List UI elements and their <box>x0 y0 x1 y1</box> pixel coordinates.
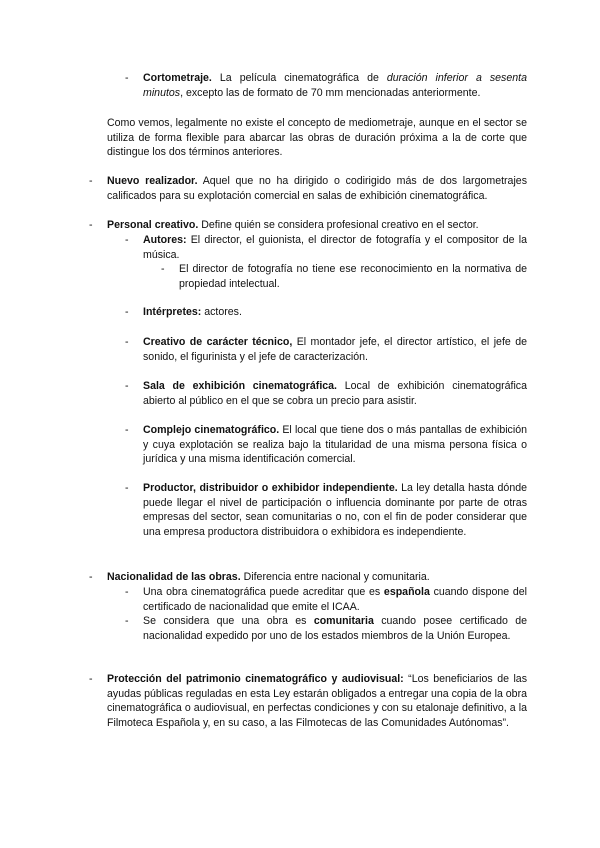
item-personal-creativo: Personal creativo. Define quién se considera profesional creativo en el sector. <box>107 219 479 231</box>
bullet-dash: - <box>125 380 129 392</box>
bullet-dash: - <box>125 586 129 598</box>
bullet-dash: - <box>125 336 129 348</box>
item-nacionalidad: Nacionalidad de las obras. Diferencia entre nacional y comunitaria. <box>107 571 430 583</box>
item-proteccion: Protección del patrimonio cinematográfico y audiovisual: “Los beneficiarios de las ayudas públicas reguladas en esta Ley estarán obligados a entregar una copia de la obra cinematográfica o audiovisual, en perfectas condiciones y con su etalonaje definitivo, a la Filmoteca Española y, en su caso, a las Filmotecas de las Comunidades Autónomas”. <box>107 673 527 729</box>
item-autores: Autores: El director, el guionista, el director de fotografía y el compositor de la música. <box>143 234 527 261</box>
item-espanola: Una obra cinematográfica puede acreditar que es española cuando dispone del certificado de nacionalidad que emite el ICAA. <box>143 586 527 613</box>
bullet-dash: - <box>89 175 93 187</box>
bullet-dash: - <box>125 306 129 318</box>
paragraph-como-vemos: Como vemos, legalmente no existe el concepto de mediometraje, aunque en el sector se utiliza de forma flexible para abarcar las obras de duración próxima a la de corte que distingue los dos términos anteriores. <box>107 117 527 159</box>
item-creativo-tecnico: Creativo de carácter técnico, El montador jefe, el director artístico, el jefe de sonido, el figurinista y el jefe de caracterización. <box>143 336 527 363</box>
bullet-dash: - <box>89 219 93 231</box>
item-sala-exhibicion: Sala de exhibición cinematográfica. Local de exhibición cinematográfica abierto al público en el que se cobra un precio para asistir. <box>143 380 527 407</box>
bullet-dash: - <box>89 673 93 685</box>
item-comunitaria: Se considera que una obra es comunitaria cuando posee certificado de nacionalidad expedido por uno de los estados miembros de la Unión Europea. <box>143 615 527 642</box>
bullet-dash: - <box>125 72 129 84</box>
bullet-dash: - <box>125 234 129 246</box>
item-interpretes: Intérpretes: actores. <box>143 306 242 318</box>
bullet-dash: - <box>125 615 129 627</box>
bullet-dash: - <box>125 424 129 436</box>
item-productor: Productor, distribuidor o exhibidor independiente. La ley detalla hasta dónde puede llegar el nivel de participación o influencia dominante por parte de otras empresas del sector, sean comunitarias o no, con el fin de poder considerar que una empresa productora distribuidora o exhibidora es independiente. <box>143 482 527 538</box>
item-complejo: Complejo cinematográfico. El local que tiene dos o más pantallas de exhibición y cuya explotación se realiza bajo la titularidad de una misma persona física o jurídica y una misma identificación comercial. <box>143 424 527 466</box>
item-nuevo-realizador: Nuevo realizador. Aquel que no ha dirigido o codirigido más de dos largometrajes calificados para su explotación comercial en salas de exhibición cinematográfica. <box>107 175 527 202</box>
bullet-dash: - <box>161 263 165 275</box>
item-cortometraje: Cortometraje. La película cinematográfica de duración inferior a sesenta minutos, excepto las de formato de 70 mm mencionadas anteriormente. <box>143 72 527 99</box>
bullet-dash: - <box>89 571 93 583</box>
bullet-dash: - <box>125 482 129 494</box>
item-autores-sub: El director de fotografía no tiene ese reconocimiento en la normativa de propiedad intelectual. <box>179 263 527 290</box>
